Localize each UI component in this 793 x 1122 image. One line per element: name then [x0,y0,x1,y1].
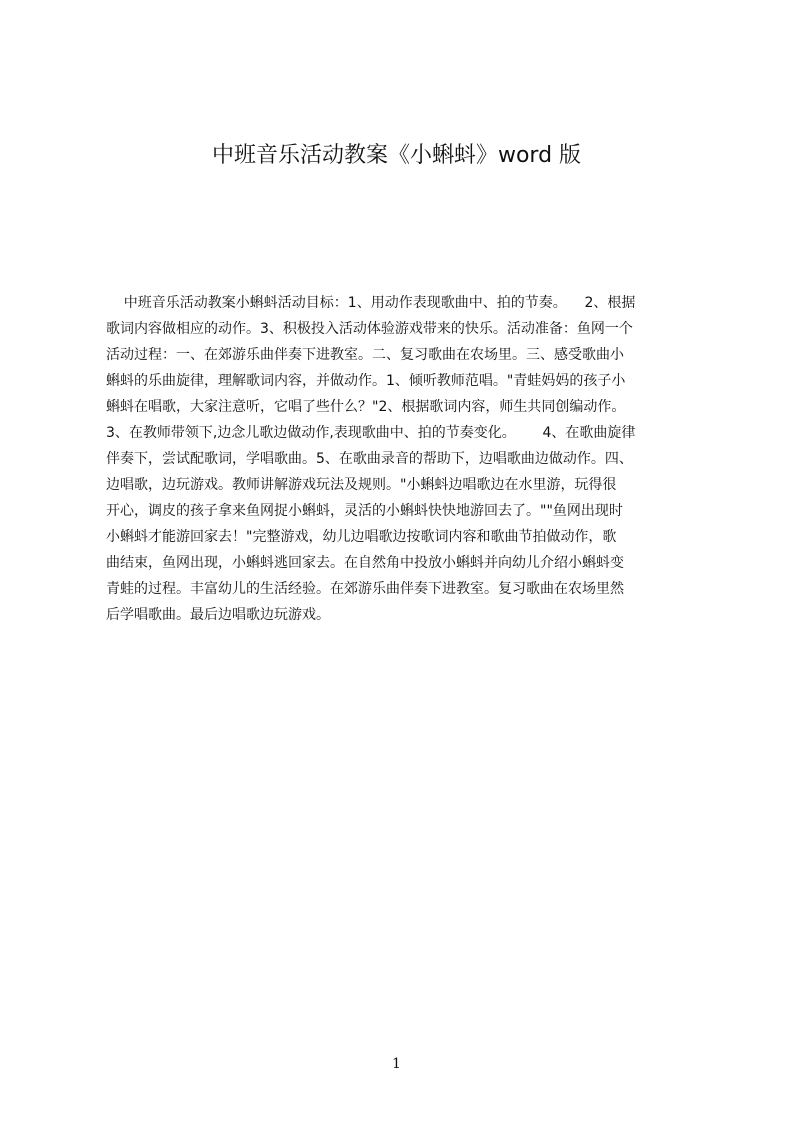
body-line: 青蛙的过程。丰富幼儿的生活经验。在郊游乐曲伴奏下进教室。复习歌曲在农场里然 [106,581,624,597]
body-line: 曲结束，鱼网出现，小蝌蚪逃回家去。在自然角中投放小蝌蚪并向幼儿介绍小蝌蚪变 [106,555,624,571]
document-title: 中班音乐活动教案《小蝌蚪》word 版 [211,143,582,168]
body-line: 边唱歌，边玩游戏。教师讲解游戏玩法及规则。"小蝌蚪边唱歌边在水里游，玩得很 [106,477,617,493]
body-line: 歌词内容做相应的动作。3、积极投入活动体验游戏带来的快乐。活动准备：鱼网一个 [106,321,633,337]
body-line: 小蝌蚪才能游回家去！"完整游戏，幼儿边唱歌边按歌词内容和歌曲节拍做动作，歌 [106,529,617,545]
body-line: 3、在教师带领下,边念儿歌边做动作,表现歌曲中、拍的节奏变化。 4、在歌曲旋律 [106,425,636,441]
body-paragraph [106,290,698,650]
body-line: 蝌蚪的乐曲旋律，理解歌词内容，并做动作。1、倾听教师范唱。"青蛙妈妈的孩子小 [106,373,626,389]
body-line: 后学唱歌曲。最后边唱歌边玩游戏。 [106,607,330,623]
body-line: 伴奏下，尝试配歌词，学唱歌曲。5、在歌曲录音的帮助下，边唱歌曲边做动作。四、 [106,451,633,467]
body-line: 活动过程：一、在郊游乐曲伴奏下进教室。二、复习歌曲在农场里。三、感受歌曲小 [106,347,624,363]
body-line: 蝌蚪在唱歌，大家注意听，它唱了些什么？"2、根据歌词内容，师生共同创编动作。 [106,399,626,415]
body-line: 开心，调皮的孩子拿来鱼网捉小蝌蚪，灵活的小蝌蚪快快地游回去了。""鱼网出现时 [106,503,623,519]
body-line: 中班音乐活动教案小蝌蚪活动目标：1、用动作表现歌曲中、拍的节奏。 2、根据 [106,295,636,311]
page-number: 1 [392,1056,401,1072]
